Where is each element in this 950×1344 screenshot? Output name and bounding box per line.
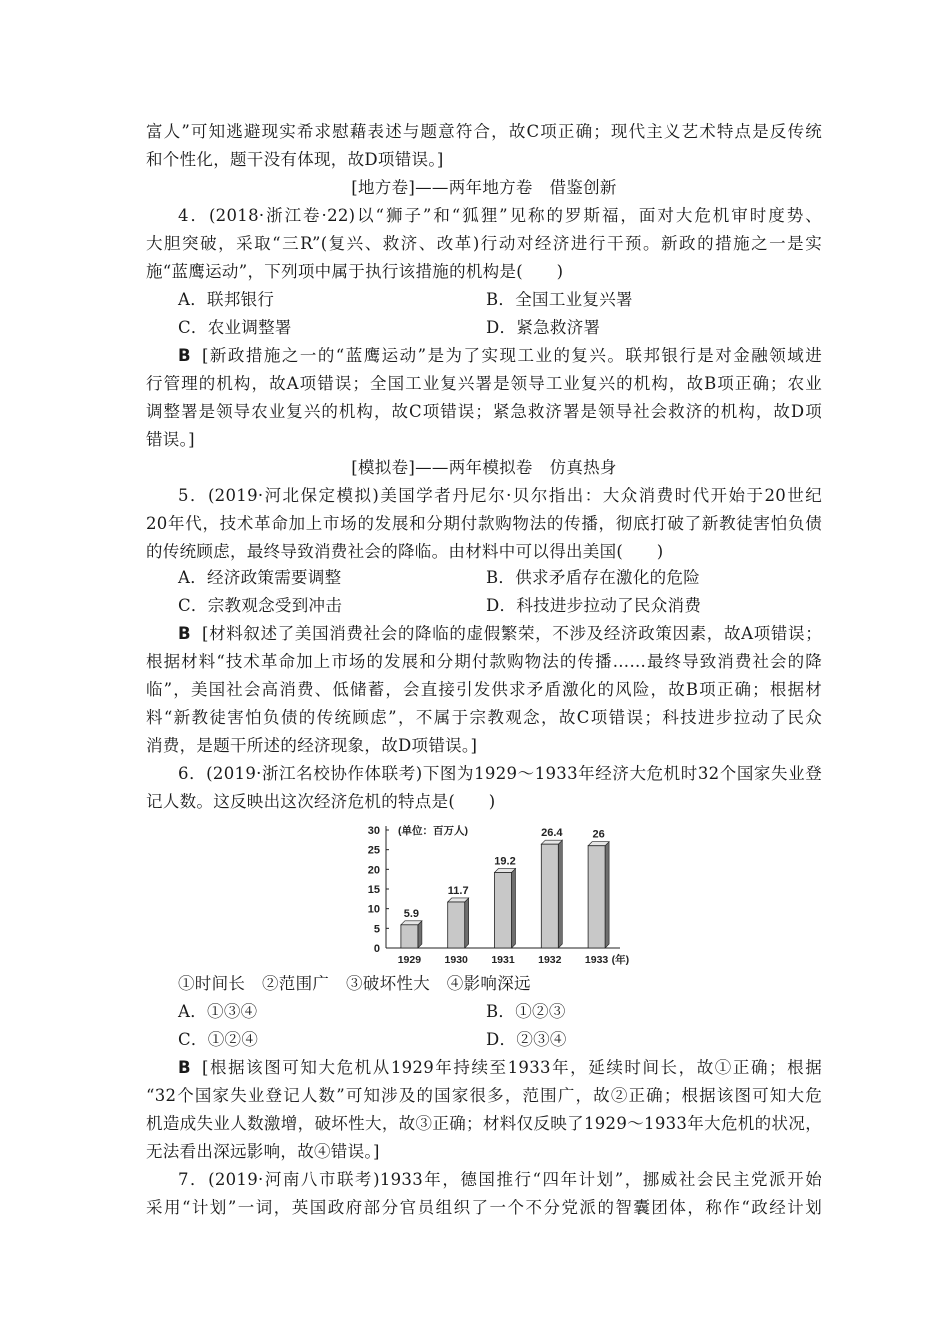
- bar-top: [448, 898, 469, 902]
- question-5-option-b: B．供求矛盾存在激化的危险: [486, 568, 701, 587]
- y-tick-label: 20: [367, 864, 380, 877]
- bar-side: [558, 840, 562, 948]
- question-6-option-d: D．②③④: [486, 1030, 567, 1049]
- question-6-stem: 记人数。这反映出这次经济危机的特点是( ): [146, 792, 496, 811]
- x-tick-label: 1929: [397, 954, 422, 966]
- text-line: 和个性化，题干没有体现，故D项错误。]: [146, 150, 444, 169]
- y-tick-label: 0: [373, 943, 380, 955]
- bar-top: [401, 921, 422, 925]
- y-tick-label: 5: [373, 923, 380, 936]
- question-6-explanation: [根据该图可知大危机从1929年持续至1933年，延续时间长，故①正确；根据: [202, 1058, 822, 1077]
- question-5-stem: 的传统顾虑，最终导致消费社会的降临。由材料中可以得出美国( ): [146, 542, 664, 561]
- question-4-option-d: D．紧急救济署: [486, 318, 601, 337]
- question-5-stem: 5．(2019·河北保定模拟)美国学者丹尼尔·贝尔指出：大众消费时代开始于20世纪: [178, 486, 822, 505]
- bar-top: [495, 868, 516, 872]
- question-4-stem: 4．(2018·浙江卷·22)以“狮子”和“狐狸”见称的罗斯福，面对大危机审时度势、: [178, 206, 822, 225]
- question-6-option-a: A．①③④: [178, 1002, 258, 1021]
- question-4-explanation: 调整署是领导农业复兴的机构，故C项错误；紧急救济署是领导社会救济的机构，故D项: [146, 402, 822, 421]
- bar: [588, 846, 605, 948]
- question-4-explanation: [新政措施之一的“蓝鹰运动”是为了实现工业的复兴。联邦银行是对金融领域进: [202, 346, 822, 365]
- x-axis-unit: (年): [611, 954, 630, 966]
- bar-side: [465, 898, 469, 948]
- question-5-explanation: 临”，美国社会高消费、低储蓄，会直接引发供求矛盾激化的风险，故B项正确；根据材: [146, 680, 822, 699]
- y-tick-label: 25: [367, 844, 380, 857]
- question-6-explanation: “32个国家失业登记人数”可知涉及的国家很多，范围广，故②正确；根据该图可知大危: [146, 1086, 822, 1105]
- question-5-explanation: 根据材料“技术革命加上市场的发展和分期付款购物法的传播……最终导致消费社会的降: [146, 652, 822, 671]
- bar: [495, 872, 512, 948]
- bar: [541, 844, 558, 948]
- question-6-explanation: 无法看出深远影响，故④错误。]: [146, 1142, 380, 1161]
- data-label: 19.2: [494, 855, 516, 868]
- question-4-answer-letter: B: [178, 346, 191, 365]
- question-4-option-a: A．联邦银行: [178, 290, 275, 309]
- question-5-answer-letter: B: [178, 624, 191, 643]
- question-5-explanation: 料“新教徒害怕负债的传统顾虑”，不属于宗教观念，故C项错误；科技进步拉动了民众: [146, 708, 822, 727]
- bar-top: [588, 842, 609, 846]
- data-label: 26.4: [541, 827, 563, 840]
- question-4-stem: 大胆突破，采取“三R”(复兴、救济、改革)行动对经济进行干预。新政的措施之一是实: [146, 234, 822, 253]
- question-6-explanation: 机造成失业人数激增，破坏性大，故③正确；材料仅反映了1929～1933年大危机的状况，: [146, 1114, 822, 1133]
- question-5-explanation: 消费，是题干所述的经济现象，故D项错误。]: [146, 736, 478, 755]
- bar-side: [605, 842, 609, 948]
- bar: [448, 902, 465, 948]
- y-tick-label: 10: [367, 903, 380, 916]
- question-6-stem: 6．(2019·浙江名校协作体联考)下图为1929～1933年经济大危机时32个国家失业登: [178, 764, 822, 783]
- question-4-explanation: 错误。]: [146, 430, 195, 449]
- x-tick-label: 1931: [491, 954, 515, 966]
- question-5-option-c: C．宗教观念受到冲击: [178, 596, 343, 615]
- question-4-explanation: 行管理的机构，故A项错误；全国工业复兴署是领导工业复兴的机构，故B项正确；农业: [146, 374, 822, 393]
- question-4-option-c: C．农业调整署: [178, 318, 292, 337]
- question-4-stem: 施“蓝鹰运动”，下列项中属于执行该措施的机构是( ): [146, 262, 564, 281]
- question-7-stem: 7．(2019·河南八市联考)1933年，德国推行“四年计划”，挪威社会民主党派开始: [178, 1170, 822, 1189]
- question-6-answer-letter: B: [178, 1058, 191, 1077]
- question-6-option-c: C．①②④: [178, 1030, 259, 1049]
- data-label: 5.9: [403, 907, 420, 920]
- text-line: 富人”可知逃避现实希求慰藉表述与题意符合，故C项正确；现代主义艺术特点是反传统: [146, 122, 822, 141]
- data-label: 11.7: [447, 884, 469, 897]
- bar-side: [418, 921, 422, 948]
- bar-side: [512, 868, 516, 948]
- x-tick-label: 1932: [538, 954, 562, 966]
- question-5-option-a: A．经济政策需要调整: [178, 568, 342, 587]
- question-6-items: ①时间长 ②范围广 ③破坏性大 ④影响深远: [178, 974, 531, 993]
- bar: [401, 925, 418, 948]
- section-heading-simulation: [模拟卷]——两年模拟卷 仿真热身: [351, 458, 617, 477]
- question-5-stem: 20年代，技术革命加上市场的发展和分期付款购物法的传播，彻底打破了新教徒害怕负债: [146, 514, 822, 533]
- y-tick-label: 30: [367, 825, 380, 837]
- question-7-stem: 采用“计划”一词，英国政府部分官员组织了一个不分党派的智囊团体，称作“政经计划: [146, 1198, 822, 1217]
- y-tick-label: 15: [367, 884, 380, 896]
- data-label: 26: [592, 828, 605, 841]
- x-tick-label: 1933: [584, 954, 609, 966]
- x-tick-label: 1930: [444, 954, 468, 966]
- question-5-option-d: D．科技进步拉动了民众消费: [486, 596, 702, 615]
- question-6-option-b: B．①②③: [486, 1002, 566, 1021]
- chart-title: (单位：百万人): [398, 825, 468, 837]
- question-4-option-b: B．全国工业复兴署: [486, 290, 633, 309]
- unemployment-bar-chart: [352, 818, 642, 966]
- question-5-explanation: [材料叙述了美国消费社会的降临的虚假繁荣，不涉及经济政策因素，故A项错误；: [202, 624, 822, 643]
- bar-top: [541, 840, 562, 844]
- section-heading-local: [地方卷]——两年地方卷 借鉴创新: [351, 178, 617, 197]
